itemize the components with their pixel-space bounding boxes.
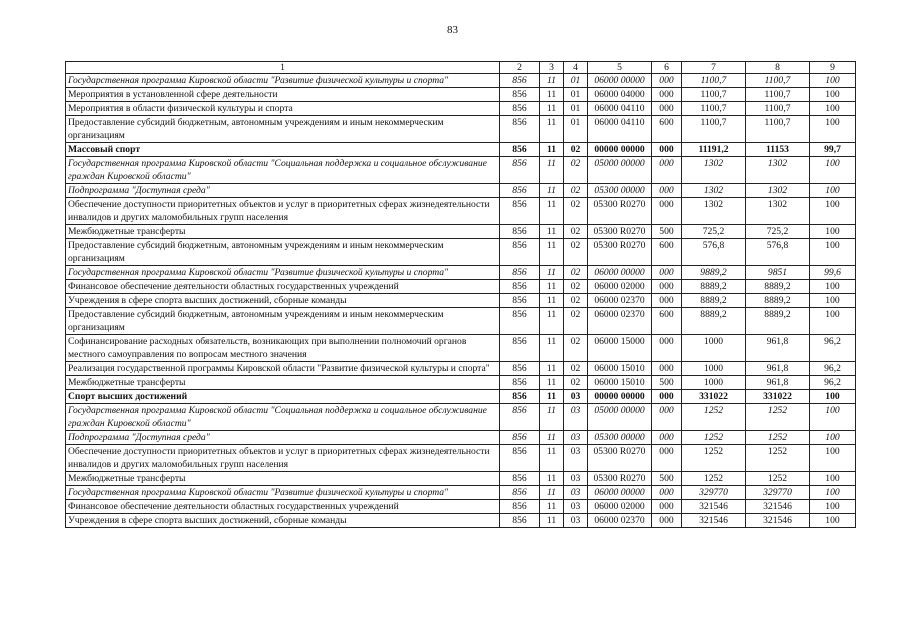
row-value-cell: 725,2 (682, 225, 746, 239)
row-value-cell: 321546 (682, 500, 746, 514)
row-value-cell: 11 (540, 486, 564, 500)
row-value-cell: 02 (564, 198, 588, 225)
row-value-cell: 000 (652, 500, 682, 514)
table-row (66, 239, 856, 266)
row-value-cell: 06000 04110 (588, 102, 652, 116)
row-value-cell: 856 (500, 102, 540, 116)
row-name-cell: Подпрограмма "Доступная среда" (66, 431, 500, 445)
row-name-cell: Предоставление субсидий бюджетным, автономным учреждениям и иным некоммерческим организациям (66, 116, 500, 143)
row-value-cell: 05300 00000 (588, 184, 652, 198)
row-value-cell: 11 (540, 376, 564, 390)
row-value-cell: 03 (564, 472, 588, 486)
row-value-cell: 05300 R0270 (588, 198, 652, 225)
row-value-cell: 100 (810, 514, 856, 528)
row-value-cell: 03 (564, 390, 588, 404)
row-value-cell: 600 (652, 116, 682, 143)
row-value-cell: 1302 (746, 157, 810, 184)
row-value-cell: 02 (564, 157, 588, 184)
row-value-cell: 321546 (746, 500, 810, 514)
row-value-cell: 11191,2 (682, 143, 746, 157)
row-value-cell: 1252 (682, 431, 746, 445)
row-value-cell: 856 (500, 376, 540, 390)
row-value-cell: 11 (540, 308, 564, 335)
row-name-cell: Межбюджетные трансферты (66, 472, 500, 486)
row-name-cell: Софинансирование расходных обязательств, возникающих при выполнении полномочий органов местного самоуправления по вопросам местного значения (66, 335, 500, 362)
row-value-cell: 1000 (682, 362, 746, 376)
table-row (66, 74, 856, 88)
row-value-cell: 856 (500, 500, 540, 514)
row-value-cell: 03 (564, 445, 588, 472)
table-row (66, 157, 856, 184)
row-value-cell: 100 (810, 472, 856, 486)
budget-table (65, 61, 856, 528)
row-value-cell: 100 (810, 225, 856, 239)
table-row (66, 486, 856, 500)
row-value-cell: 02 (564, 294, 588, 308)
row-value-cell: 000 (652, 514, 682, 528)
row-value-cell: 1100,7 (746, 88, 810, 102)
table-row (66, 472, 856, 486)
row-value-cell: 100 (810, 404, 856, 431)
row-value-cell: 1100,7 (682, 74, 746, 88)
row-name-cell: Мероприятия в установленной сфере деятельности (66, 88, 500, 102)
row-value-cell: 600 (652, 308, 682, 335)
row-value-cell: 05300 R0270 (588, 445, 652, 472)
row-value-cell: 11 (540, 472, 564, 486)
row-value-cell: 01 (564, 88, 588, 102)
row-name-cell: Государственная программа Кировской области "Социальная поддержка и социальное обслуживание граждан Кировской области" (66, 404, 500, 431)
row-value-cell: 856 (500, 445, 540, 472)
row-name-cell: Обеспечение доступности приоритетных объектов и услуг в приоритетных сферах жизнедеятельности инвалидов и других маломобильных групп населения (66, 198, 500, 225)
row-value-cell: 96,2 (810, 362, 856, 376)
row-value-cell: 11 (540, 266, 564, 280)
table-row (66, 266, 856, 280)
row-value-cell: 02 (564, 280, 588, 294)
row-value-cell: 06000 15010 (588, 362, 652, 376)
row-value-cell: 000 (652, 445, 682, 472)
column-header: 4 (564, 62, 588, 74)
row-value-cell: 576,8 (746, 239, 810, 266)
row-value-cell: 1100,7 (682, 116, 746, 143)
row-value-cell: 11 (540, 88, 564, 102)
row-value-cell: 96,2 (810, 376, 856, 390)
row-name-cell: Подпрограмма "Доступная среда" (66, 184, 500, 198)
row-value-cell: 100 (810, 390, 856, 404)
table-row (66, 143, 856, 157)
row-name-cell: Учреждения в сфере спорта высших достижений, сборные команды (66, 294, 500, 308)
row-value-cell: 06000 02000 (588, 280, 652, 294)
row-value-cell: 856 (500, 431, 540, 445)
row-value-cell: 100 (810, 116, 856, 143)
row-value-cell: 1302 (682, 157, 746, 184)
row-value-cell: 1302 (682, 198, 746, 225)
row-value-cell: 03 (564, 514, 588, 528)
row-value-cell: 000 (652, 404, 682, 431)
row-value-cell: 11 (540, 116, 564, 143)
row-value-cell: 500 (652, 472, 682, 486)
row-value-cell: 1100,7 (746, 116, 810, 143)
row-value-cell: 856 (500, 225, 540, 239)
row-name-cell: Государственная программа Кировской области "Развитие физической культуры и спорта" (66, 74, 500, 88)
row-value-cell: 100 (810, 88, 856, 102)
row-value-cell: 000 (652, 390, 682, 404)
row-value-cell: 321546 (746, 514, 810, 528)
row-value-cell: 11 (540, 404, 564, 431)
row-value-cell: 856 (500, 143, 540, 157)
row-value-cell: 11 (540, 157, 564, 184)
row-value-cell: 329770 (682, 486, 746, 500)
row-value-cell: 1100,7 (746, 102, 810, 116)
row-value-cell: 06000 02370 (588, 308, 652, 335)
row-value-cell: 11 (540, 445, 564, 472)
row-value-cell: 856 (500, 88, 540, 102)
row-value-cell: 05300 R0270 (588, 472, 652, 486)
row-value-cell: 03 (564, 404, 588, 431)
column-header: 7 (682, 62, 746, 74)
row-value-cell: 856 (500, 157, 540, 184)
row-value-cell: 000 (652, 88, 682, 102)
table-row (66, 445, 856, 472)
row-value-cell: 00000 00000 (588, 143, 652, 157)
row-value-cell: 06000 00000 (588, 74, 652, 88)
row-value-cell: 11 (540, 335, 564, 362)
row-value-cell: 100 (810, 184, 856, 198)
row-value-cell: 05300 00000 (588, 431, 652, 445)
row-value-cell: 961,8 (746, 362, 810, 376)
row-value-cell: 02 (564, 184, 588, 198)
table-row (66, 102, 856, 116)
row-value-cell: 06000 02370 (588, 514, 652, 528)
row-value-cell: 11153 (746, 143, 810, 157)
row-name-cell: Предоставление субсидий бюджетным, автономным учреждениям и иным некоммерческим организациям (66, 239, 500, 266)
row-value-cell: 331022 (682, 390, 746, 404)
row-name-cell: Межбюджетные трансферты (66, 225, 500, 239)
column-header: 1 (66, 62, 500, 74)
row-value-cell: 331022 (746, 390, 810, 404)
row-value-cell: 01 (564, 102, 588, 116)
row-value-cell: 961,8 (746, 376, 810, 390)
row-value-cell: 99,7 (810, 143, 856, 157)
table-row (66, 376, 856, 390)
row-name-cell: Обеспечение доступности приоритетных объектов и услуг в приоритетных сферах жизнедеятельности инвалидов и других маломобильных групп населения (66, 445, 500, 472)
table-row (66, 514, 856, 528)
row-name-cell: Мероприятия в области физической культуры и спорта (66, 102, 500, 116)
row-value-cell: 8889,2 (746, 280, 810, 294)
row-value-cell: 000 (652, 143, 682, 157)
row-value-cell: 11 (540, 143, 564, 157)
row-value-cell: 576,8 (682, 239, 746, 266)
row-value-cell: 8889,2 (746, 308, 810, 335)
row-value-cell: 856 (500, 472, 540, 486)
row-value-cell: 329770 (746, 486, 810, 500)
table-row (66, 225, 856, 239)
row-value-cell: 856 (500, 184, 540, 198)
row-value-cell: 500 (652, 225, 682, 239)
row-value-cell: 1252 (746, 472, 810, 486)
row-value-cell: 000 (652, 431, 682, 445)
row-value-cell: 96,2 (810, 335, 856, 362)
row-value-cell: 856 (500, 362, 540, 376)
table-row (66, 335, 856, 362)
row-value-cell: 100 (810, 239, 856, 266)
column-number-row (66, 62, 856, 74)
table-row (66, 431, 856, 445)
row-value-cell: 11 (540, 431, 564, 445)
row-value-cell: 8889,2 (682, 308, 746, 335)
row-name-cell: Реализация государственной программы Кировской области "Развитие физической культуры и спорта" (66, 362, 500, 376)
row-value-cell: 100 (810, 431, 856, 445)
row-value-cell: 11 (540, 102, 564, 116)
row-value-cell: 856 (500, 280, 540, 294)
row-value-cell: 000 (652, 280, 682, 294)
row-value-cell: 02 (564, 266, 588, 280)
row-value-cell: 856 (500, 266, 540, 280)
table-row (66, 116, 856, 143)
row-value-cell: 11 (540, 362, 564, 376)
row-value-cell: 11 (540, 74, 564, 88)
row-value-cell: 100 (810, 486, 856, 500)
row-value-cell: 02 (564, 225, 588, 239)
row-value-cell: 000 (652, 184, 682, 198)
column-header: 9 (810, 62, 856, 74)
row-name-cell: Предоставление субсидий бюджетным, автономным учреждениям и иным некоммерческим организациям (66, 308, 500, 335)
row-value-cell: 06000 04110 (588, 116, 652, 143)
row-value-cell: 856 (500, 335, 540, 362)
row-value-cell: 11 (540, 294, 564, 308)
table-row (66, 198, 856, 225)
table-row (66, 88, 856, 102)
row-value-cell: 856 (500, 486, 540, 500)
row-value-cell: 02 (564, 362, 588, 376)
row-value-cell: 02 (564, 239, 588, 266)
row-value-cell: 02 (564, 308, 588, 335)
table-row (66, 280, 856, 294)
table-row (66, 404, 856, 431)
table-row (66, 362, 856, 376)
row-name-cell: Финансовое обеспечение деятельности областных государственных учреждений (66, 500, 500, 514)
row-value-cell: 06000 04000 (588, 88, 652, 102)
row-value-cell: 1252 (746, 404, 810, 431)
row-name-cell: Межбюджетные трансферты (66, 376, 500, 390)
column-header: 8 (746, 62, 810, 74)
row-value-cell: 100 (810, 294, 856, 308)
row-value-cell: 11 (540, 280, 564, 294)
row-name-cell: Государственная программа Кировской области "Развитие физической культуры и спорта" (66, 486, 500, 500)
row-value-cell: 8889,2 (682, 294, 746, 308)
row-name-cell: Учреждения в сфере спорта высших достижений, сборные команды (66, 514, 500, 528)
row-value-cell: 100 (810, 445, 856, 472)
row-value-cell: 05000 00000 (588, 404, 652, 431)
row-value-cell: 9889,2 (682, 266, 746, 280)
column-header: 3 (540, 62, 564, 74)
row-value-cell: 856 (500, 308, 540, 335)
page-number: 83 (447, 24, 458, 36)
row-value-cell: 100 (810, 102, 856, 116)
row-value-cell: 1100,7 (682, 88, 746, 102)
row-name-cell: Спорт высших достижений (66, 390, 500, 404)
row-name-cell: Массовый спорт (66, 143, 500, 157)
row-value-cell: 1100,7 (746, 74, 810, 88)
row-value-cell: 1252 (682, 472, 746, 486)
row-value-cell: 100 (810, 74, 856, 88)
row-value-cell: 99,6 (810, 266, 856, 280)
row-value-cell: 1000 (682, 376, 746, 390)
row-value-cell: 1000 (682, 335, 746, 362)
row-value-cell: 1252 (746, 431, 810, 445)
row-value-cell: 100 (810, 500, 856, 514)
row-value-cell: 1302 (746, 184, 810, 198)
row-value-cell: 725,2 (746, 225, 810, 239)
row-value-cell: 03 (564, 431, 588, 445)
row-value-cell: 856 (500, 294, 540, 308)
column-header: 6 (652, 62, 682, 74)
row-value-cell: 05300 R0270 (588, 225, 652, 239)
row-value-cell: 000 (652, 102, 682, 116)
row-value-cell: 100 (810, 157, 856, 184)
table-row (66, 308, 856, 335)
row-value-cell: 000 (652, 198, 682, 225)
row-value-cell: 06000 02000 (588, 500, 652, 514)
row-value-cell: 8889,2 (746, 294, 810, 308)
row-value-cell: 1302 (682, 184, 746, 198)
row-value-cell: 1252 (682, 445, 746, 472)
row-value-cell: 856 (500, 74, 540, 88)
row-value-cell: 11 (540, 198, 564, 225)
row-value-cell: 1302 (746, 198, 810, 225)
row-value-cell: 11 (540, 239, 564, 266)
row-value-cell: 11 (540, 390, 564, 404)
row-value-cell: 06000 15000 (588, 335, 652, 362)
row-value-cell: 961,8 (746, 335, 810, 362)
table-row (66, 294, 856, 308)
row-value-cell: 01 (564, 116, 588, 143)
row-value-cell: 1252 (682, 404, 746, 431)
row-value-cell: 000 (652, 74, 682, 88)
row-value-cell: 11 (540, 514, 564, 528)
row-value-cell: 06000 00000 (588, 266, 652, 280)
row-name-cell: Государственная программа Кировской области "Развитие физической культуры и спорта" (66, 266, 500, 280)
column-header: 2 (500, 62, 540, 74)
row-value-cell: 100 (810, 198, 856, 225)
row-value-cell: 000 (652, 486, 682, 500)
row-value-cell: 1100,7 (682, 102, 746, 116)
table-row (66, 184, 856, 198)
row-value-cell: 02 (564, 335, 588, 362)
row-value-cell: 856 (500, 404, 540, 431)
row-name-cell: Финансовое обеспечение деятельности областных государственных учреждений (66, 280, 500, 294)
row-value-cell: 1252 (746, 445, 810, 472)
row-value-cell: 000 (652, 157, 682, 184)
row-value-cell: 321546 (682, 514, 746, 528)
row-value-cell: 05300 R0270 (588, 239, 652, 266)
row-value-cell: 05000 00000 (588, 157, 652, 184)
row-value-cell: 500 (652, 376, 682, 390)
row-value-cell: 11 (540, 500, 564, 514)
row-value-cell: 100 (810, 280, 856, 294)
row-value-cell: 03 (564, 500, 588, 514)
row-name-cell: Государственная программа Кировской области "Социальная поддержка и социальное обслуживание граждан Кировской области" (66, 157, 500, 184)
row-value-cell: 00000 00000 (588, 390, 652, 404)
row-value-cell: 06000 15010 (588, 376, 652, 390)
row-value-cell: 02 (564, 143, 588, 157)
row-value-cell: 000 (652, 266, 682, 280)
row-value-cell: 11 (540, 225, 564, 239)
column-header: 5 (588, 62, 652, 74)
row-value-cell: 06000 02370 (588, 294, 652, 308)
row-value-cell: 02 (564, 376, 588, 390)
row-value-cell: 100 (810, 308, 856, 335)
row-value-cell: 856 (500, 198, 540, 225)
row-value-cell: 11 (540, 184, 564, 198)
row-value-cell: 01 (564, 74, 588, 88)
table-row (66, 390, 856, 404)
row-value-cell: 03 (564, 486, 588, 500)
table-row (66, 500, 856, 514)
row-value-cell: 856 (500, 514, 540, 528)
row-value-cell: 000 (652, 294, 682, 308)
row-value-cell: 8889,2 (682, 280, 746, 294)
row-value-cell: 000 (652, 362, 682, 376)
row-value-cell: 600 (652, 239, 682, 266)
row-value-cell: 06000 00000 (588, 486, 652, 500)
row-value-cell: 856 (500, 390, 540, 404)
row-value-cell: 856 (500, 116, 540, 143)
row-value-cell: 9851 (746, 266, 810, 280)
row-value-cell: 856 (500, 239, 540, 266)
row-value-cell: 000 (652, 335, 682, 362)
